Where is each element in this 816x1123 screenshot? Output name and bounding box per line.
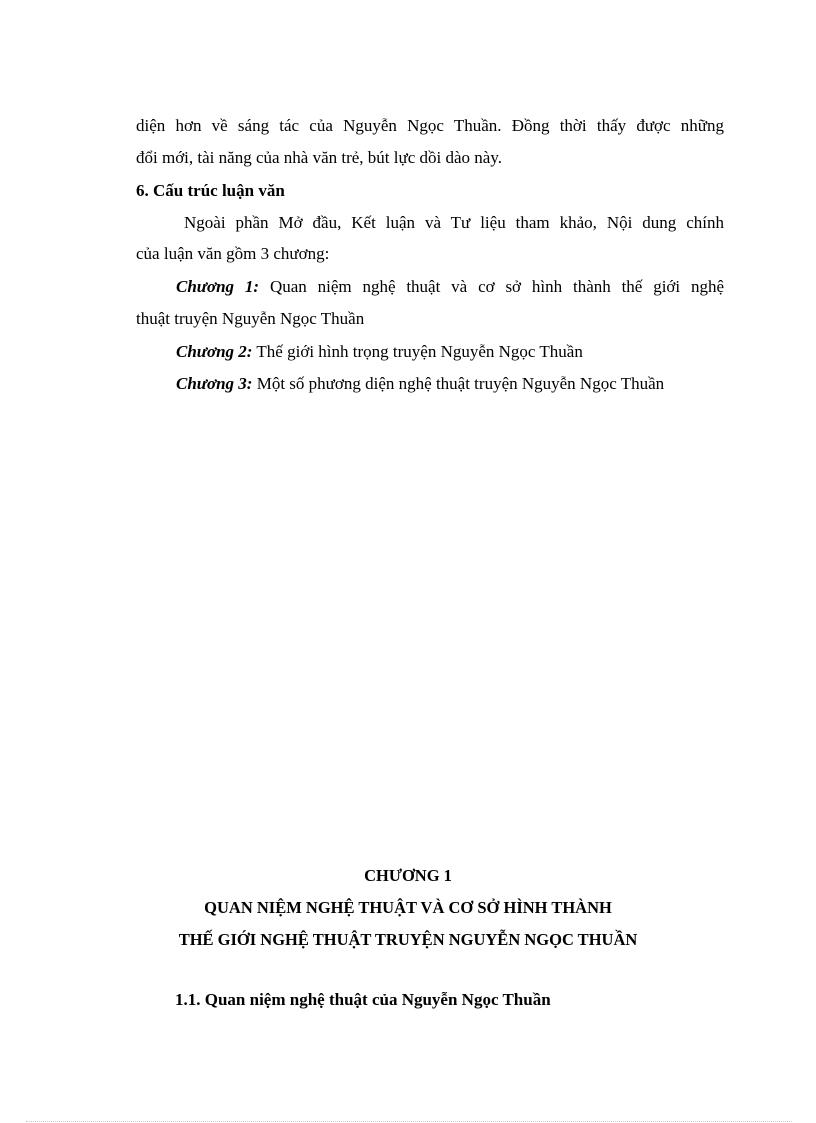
chapter-label: Chương 2: bbox=[176, 342, 253, 361]
chapter-description: Thế giới hình trọng truyện Nguyễn Ngọc Thuần bbox=[256, 342, 583, 361]
chapter-title-line bbox=[0, 897, 816, 919]
paragraph-text: diện hơn về sáng tác của Nguyễn Ngọc Thuần. Đồng thời thấy được những bbox=[136, 116, 724, 135]
chapter-entry bbox=[176, 341, 583, 363]
paragraph-line bbox=[136, 243, 329, 265]
subsection-heading bbox=[175, 989, 551, 1011]
paragraph-line bbox=[136, 115, 724, 137]
chapter-title-text: QUAN NIỆM NGHỆ THUẬT VÀ CƠ SỞ HÌNH THÀNH bbox=[204, 898, 612, 917]
chapter-entry-continuation bbox=[136, 308, 364, 330]
chapter-title-text: THẾ GIỚI NGHỆ THUẬT TRUYỆN NGUYỄN NGỌC THUẦN bbox=[178, 930, 638, 949]
subsection-heading-text: 1.1. Quan niệm nghệ thuật của Nguyễn Ngọc Thuần bbox=[175, 990, 551, 1009]
chapter-description: thuật truyện Nguyễn Ngọc Thuần bbox=[136, 309, 365, 328]
section-heading-text: 6. Cấu trúc luận văn bbox=[136, 181, 285, 200]
chapter-number: CHƯƠNG 1 bbox=[364, 866, 452, 885]
paragraph-line bbox=[184, 212, 724, 234]
chapter-entry bbox=[176, 276, 724, 298]
section-heading bbox=[136, 180, 285, 202]
chapter-description: Một số phương diện nghệ thuật truyện Nguyễn Ngọc Thuần bbox=[256, 374, 665, 393]
paragraph-text: Ngoài phần Mở đầu, Kết luận và Tư liệu tham khảo, Nội dung chính bbox=[184, 213, 724, 232]
chapter-title-line bbox=[0, 929, 816, 951]
paragraph-text: đổi mới, tài năng của nhà văn trẻ, bút lực dồi dào này. bbox=[136, 148, 502, 167]
chapter-description: Quan niệm nghệ thuật và cơ sở hình thành thế giới nghệ bbox=[269, 277, 725, 296]
chapter-entry bbox=[176, 373, 664, 395]
chapter-label: Chương 3: bbox=[176, 374, 253, 393]
paragraph-text: của luận văn gồm 3 chương: bbox=[136, 244, 330, 263]
paragraph-line bbox=[136, 147, 502, 169]
page-bottom-divider bbox=[26, 1121, 792, 1122]
chapter-number-heading bbox=[0, 865, 816, 887]
chapter-label: Chương 1: bbox=[176, 277, 260, 296]
